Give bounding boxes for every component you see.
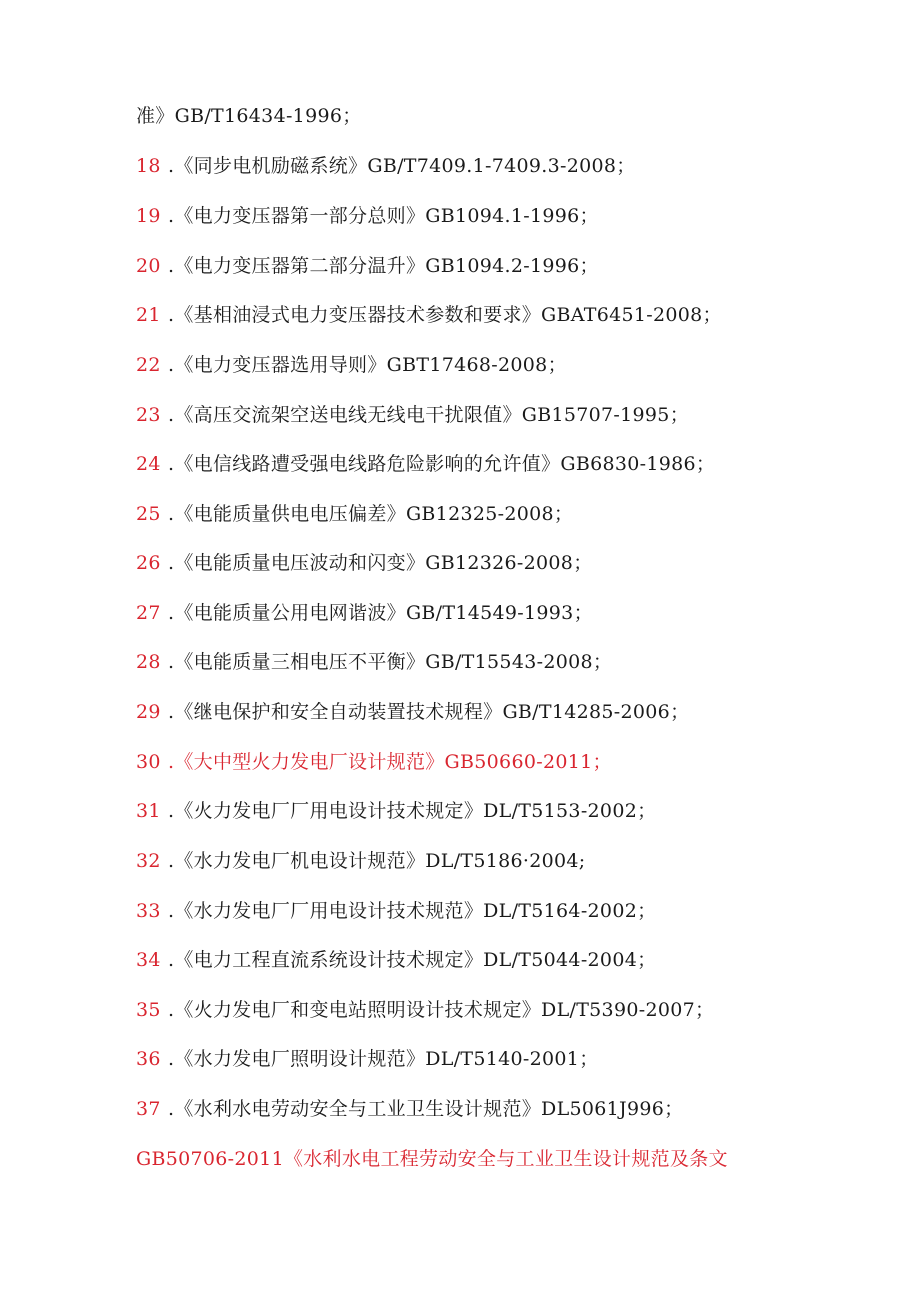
list-item [136,650,612,674]
item-text: .《电能质量三相电压不平衡》GB/T15543-2008； [168,651,613,673]
item-number: 22 [136,354,161,376]
item-text: .《电力变压器第二部分温升》GB1094.2-1996； [168,255,599,277]
final-line: GB50706-2011《水利水电工程劳动安全与工业卫生设计规范及条文 [136,1148,728,1170]
list-item [136,1097,683,1121]
item-text: .《水利水电劳动安全与工业卫生设计规范》DL5061J996； [168,1098,684,1120]
list-item [136,1047,599,1071]
item-number: 18 [136,155,161,177]
list-item [136,502,573,526]
item-number: 28 [136,651,161,673]
list-item [136,799,656,823]
list-item [136,899,656,923]
item-text: .《电能质量公用电网谐波》GB/T14549-1993； [168,602,593,624]
list-item [136,254,599,278]
item-text: .《火力发电厂厂用电设计技术规定》DL/T5153-2002； [168,800,657,822]
list-item [136,551,593,575]
item-text: .《水力发电厂照明设计规范》DL/T5140-2001； [168,1048,599,1070]
item-number: 37 [136,1098,161,1120]
item-text: .《水力发电厂厂用电设计技术规范》DL/T5164-2002； [168,900,657,922]
item-text: .《水力发电厂机电设计规范》DL/T5186·2004; [168,850,586,872]
list-item-highlighted [136,750,612,774]
list-item [136,303,722,327]
item-number: 20 [136,255,161,277]
item-text: .《电能质量供电电压偏差》GB12325-2008； [168,503,574,525]
item-number: 33 [136,900,161,922]
item-number: 30 [136,751,161,773]
list-item [136,154,636,178]
item-text: .《电信线路遭受强电线路危险影响的允许值》GB6830-1986； [168,453,716,475]
list-item [136,849,586,873]
item-number: 31 [136,800,161,822]
item-number: 23 [136,404,161,426]
item-number: 36 [136,1048,161,1070]
continued-line: 准》GB/T16434-1996； [136,105,362,127]
list-item [136,998,714,1022]
item-number: 21 [136,304,161,326]
list-item [136,948,656,972]
list-item [136,204,599,228]
item-text: .《同步电机励磁系统》GB/T7409.1-7409.3-2008； [168,155,636,177]
item-number: 32 [136,850,161,872]
item-text: .《继电保护和安全自动装置技术规程》GB/T14285-2006； [168,701,690,723]
item-text: .《电力变压器选用导则》GBT17468-2008； [168,354,567,376]
item-number: 27 [136,602,161,624]
item-text: .《电力变压器第一部分总则》GB1094.1-1996； [168,205,599,227]
item-number: 26 [136,552,161,574]
item-number: 24 [136,453,161,475]
item-text: .《电力工程直流系统设计技术规定》DL/T5044-2004； [168,949,657,971]
list-item [136,601,593,625]
list-item [136,452,715,476]
item-text: .《火力发电厂和变电站照明设计技术规定》DL/T5390-2007； [168,999,715,1021]
item-number: 19 [136,205,161,227]
item-text: .《高压交流架空送电线无线电干扰限值》GB15707-1995； [168,404,689,426]
list-item [136,700,689,724]
list-item [136,353,567,377]
item-text: .《大中型火力发电厂设计规范》GB50660-2011； [168,751,612,773]
item-number: 35 [136,999,161,1021]
item-number: 34 [136,949,161,971]
item-text: .《基相油浸式电力变压器技术参数和要求》GBAT6451-2008； [168,304,722,326]
item-text: .《电能质量电压波动和闪变》GB12326-2008； [168,552,593,574]
list-item [136,403,689,427]
item-number: 25 [136,503,161,525]
item-number: 29 [136,701,161,723]
